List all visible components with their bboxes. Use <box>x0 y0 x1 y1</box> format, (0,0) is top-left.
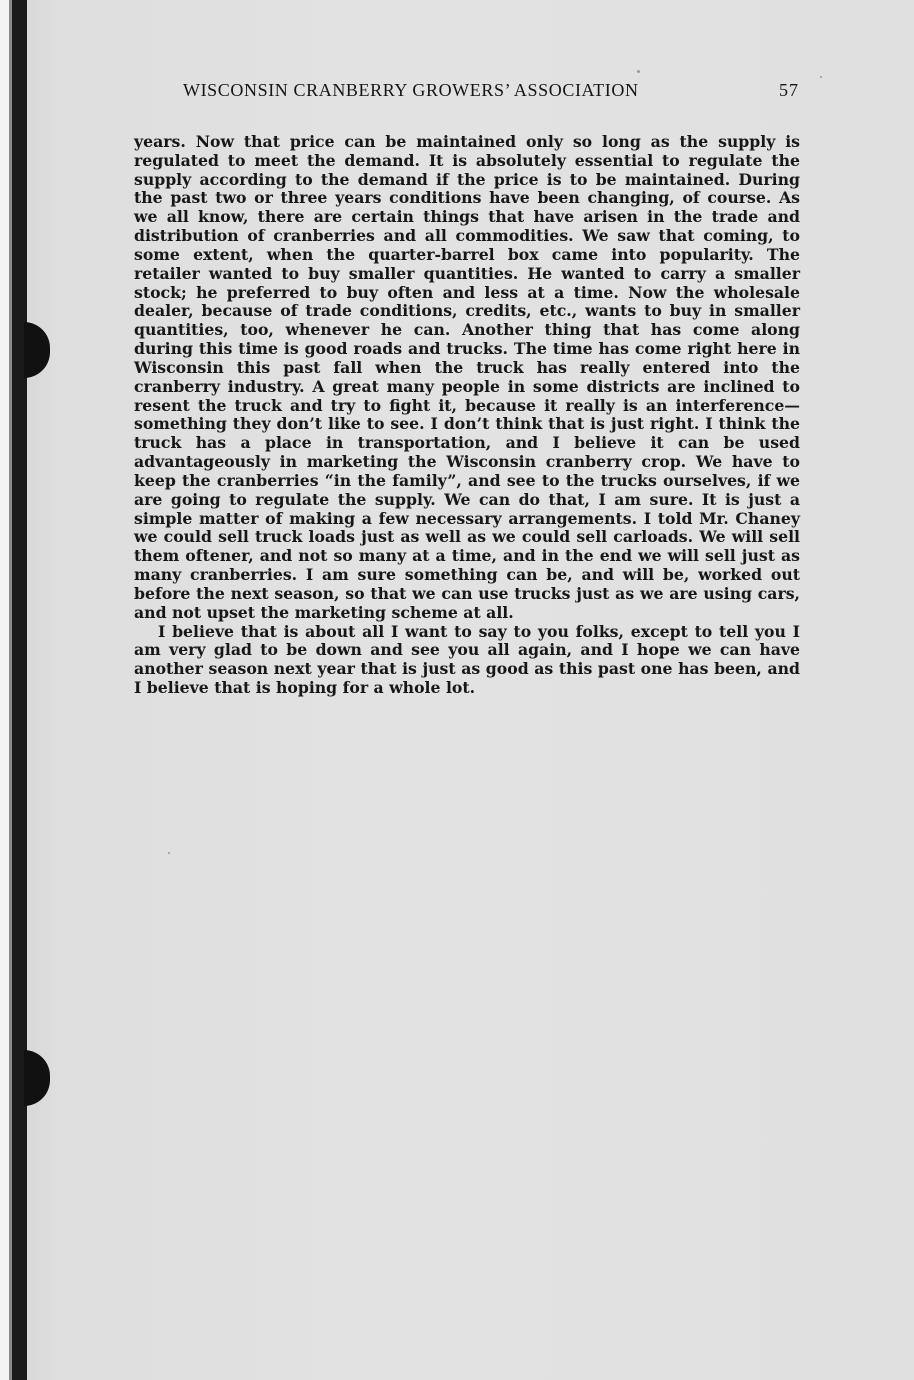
punch-hole-top <box>24 322 50 378</box>
scan-speck <box>820 76 822 78</box>
paragraph-1: years. Now that price can be maintained only so long as the supply is regulated to meet the demand. It is absolutely essential to regulate the supply according to the demand if the price is to be maintained. During the past two or three years conditions have been changing, of course. As we all know, there are certain things that have arisen in the trade and distribution of cranberries and all commodities. We saw that coming, to some extent, when the quarter-barrel box came into popularity. The retailer wanted to buy smaller quantities. He wanted to carry a smaller stock; he preferred to buy often and less at a time. Now the wholesale dealer, because of trade conditions, credits, etc., wants to buy in smaller quantities, too, whenever he can. Another thing that has come along during this time is good roads and trucks. The time has come right here in Wisconsin this past fall when the truck has really entered into the cranberry industry. A great many people in some districts are inclined to resent the truck and try to fight it, because it really is an interference—something they don’t like to see. I don’t think that is just right. I think the truck has a place in transportation, and I believe it can be used advantageously in marketing the Wisconsin cranberry crop. We have to keep the cranberries “in the family”, and see to the trucks ourselves, if we are going to regulate the supply. We can do that, I am sure. It is just a simple matter of making a few necessary arrangements. I told Mr. Chaney we could sell truck loads just as well as we could sell carloads. We will sell them oftener, and not so many at a time, and in the end we will sell just as many cranberries. I am sure something can be, and will be, worked out before the next season, so that we can use trucks just as we are using cars, and not upset the marketing scheme at all. <box>134 132 800 622</box>
page-header <box>135 80 799 110</box>
running-title: WISCONSIN CRANBERRY GROWERS’ ASSOCIATION <box>183 80 639 100</box>
punch-hole-bottom <box>24 1050 50 1106</box>
body-text <box>134 133 800 698</box>
page-margin-strip <box>0 0 9 1380</box>
page-number: 57 <box>779 80 799 100</box>
scan-speck <box>168 852 170 854</box>
binding-bar <box>12 0 27 1380</box>
scan-speck <box>637 70 640 73</box>
paragraph-2: I believe that is about all I want to say to you folks, except to tell you I am very glad to be down and see you all again, and I hope we can have another season next year that is just as good as this past one has been, and I believe that is hoping for a whole lot. <box>134 621 800 698</box>
